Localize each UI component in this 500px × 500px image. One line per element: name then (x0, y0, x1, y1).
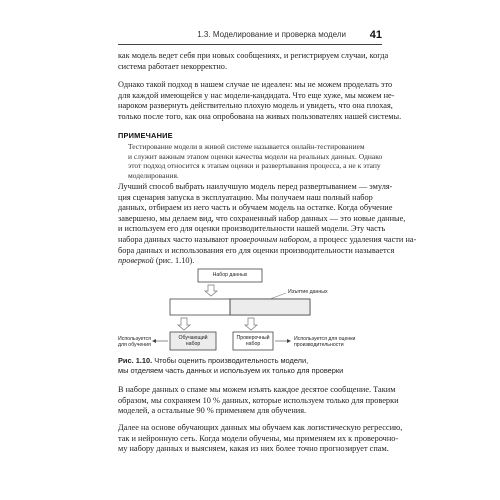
text-line: моделей, а остальные 90 % применяем для обучения. (118, 406, 307, 416)
label-line: набор (185, 341, 201, 348)
text-line: образом, мы сохраняем 10 % данных, которые используем только для проверки (118, 395, 399, 405)
note-line: моделирования. (128, 171, 179, 181)
note-line: этот подход относится к этапам оценки и развертывания процесса, а не к этапу (128, 161, 381, 171)
text-line: ция сценария запуска в эксплуатацию. Мы получаем наш полный набор (118, 192, 373, 202)
text-line: му набору данных и выясняем, какая из них более точно прогнозирует спам. (118, 444, 389, 454)
label-line: для обучения (118, 342, 151, 349)
note-heading: ПРИМЕЧАНИЕ (118, 131, 173, 140)
text-line: Лучший способ выбрать наилучшую модель перед развертыванием — эмуля- (118, 182, 393, 191)
page-number: 41 (369, 29, 382, 41)
down-arrow-icon (205, 285, 217, 296)
text-run: , а процесс удаления части на- (309, 234, 417, 244)
left-arrowhead-icon (152, 339, 156, 343)
text-run: (рис. 1.10). (153, 256, 195, 266)
train-set-label (170, 335, 216, 348)
extract-label: Изъятие данных (288, 289, 328, 295)
used-for-training-label (118, 336, 151, 349)
text-line: только после того, как она опробована на живых пользователях нашей системы. (118, 111, 402, 121)
header-rule (118, 44, 382, 45)
text-line: Однако такой подход в нашем случае не идеален: мы не можем проделать это (118, 80, 393, 89)
paragraph-2 (118, 80, 402, 122)
label-line: Проверочный (236, 335, 270, 341)
running-header (118, 29, 382, 43)
text-line: нароком развернуть действительно плохую модель и увидеть, что она плохая, (118, 101, 393, 111)
figure-caption (118, 356, 384, 376)
figure-diagram (118, 262, 384, 360)
italic-term: проверкой (118, 256, 154, 266)
down-arrow-icon (178, 318, 190, 330)
label-line: Используется для оценки (294, 336, 356, 342)
section-title: 1.3. Моделирование и проверка модели (197, 30, 346, 39)
text-line: завершено, мы делаем вид, что сохраненный набор данных — это новые данные, (118, 213, 406, 223)
right-arrowhead-icon (287, 339, 291, 343)
used-for-validation-label (294, 336, 355, 349)
note-line: Тестирование модели в живой системе называется онлайн-тестированием (128, 142, 365, 151)
note-line: и служит важным этапом оценки качества модели на реальных данных. Однако (128, 151, 383, 161)
paragraph-5 (118, 423, 403, 455)
paragraph-1 (118, 51, 389, 72)
paragraph-3 (118, 182, 417, 267)
italic-term: проверочным набором (230, 234, 310, 244)
text-line: так и нейронную сеть. Когда модели обучены, мы применяем их к проверочно- (118, 433, 399, 443)
dataset-label: Набор данных (212, 272, 248, 278)
caption-text: Чтобы оценить производительность модели, (152, 356, 309, 365)
label-line: Обучающий (178, 335, 208, 341)
paragraph-4 (118, 385, 399, 417)
label-line: Используется (118, 336, 151, 342)
figure-label: Рис. 1.10. (118, 356, 153, 365)
down-arrow-icon (245, 318, 257, 330)
caption-line (118, 356, 384, 366)
text-line (118, 234, 417, 246)
validation-set-label (233, 335, 273, 348)
label-line: набор (245, 341, 261, 348)
text-line: как модель ведет себя при новых сообщениях, и регистрируем случаи, когда (118, 51, 389, 60)
leader-line (270, 293, 286, 299)
split-bar-holdout (230, 299, 310, 315)
text-line: для каждой имеющейся у нас модели-кандидата. Что еще хуже, мы можем не- (118, 90, 395, 100)
text-line: система работает некорректно. (118, 61, 228, 71)
note-body (128, 142, 382, 181)
text-line: В наборе данных о спаме мы можем изъять каждое десятое сообщение. Таким (118, 385, 396, 394)
text-line: и используем его для оценки производительности нашей модели. Эту часть (118, 224, 386, 234)
text-line: данных, отбираем из него часть и обучаем модель на остатке. Когда обучение (118, 203, 393, 213)
text-run: набора данных часто называют (118, 234, 231, 244)
label-line: производительности (294, 342, 344, 349)
text-line: Далее на основе обучающих данных мы обучаем как логистическую регрессию, (118, 423, 403, 432)
caption-line: мы отделяем часть данных и используем их только для проверки (118, 366, 344, 375)
text-line: бора данных и использования его для оценки производительности называется (118, 245, 395, 255)
